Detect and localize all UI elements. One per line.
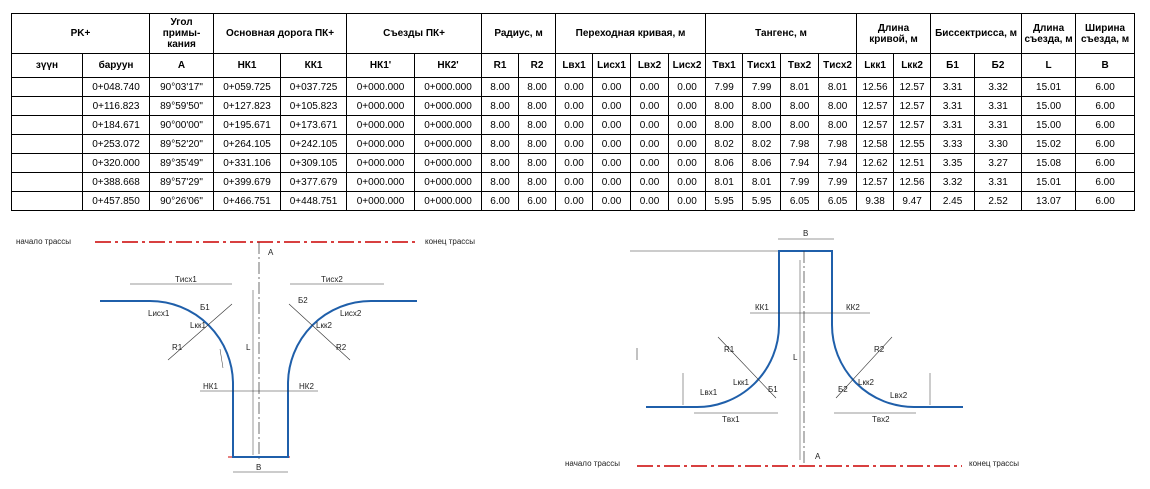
subheader-cell: R1 bbox=[482, 54, 519, 78]
table-cell: 8.00 bbox=[819, 97, 857, 116]
left-t1-label: Tисх1 bbox=[175, 275, 197, 284]
left-junction-diagram bbox=[16, 237, 475, 472]
table-cell: 0+264.105 bbox=[214, 135, 281, 154]
table-cell: 12.58 bbox=[857, 135, 894, 154]
table-cell: 0.00 bbox=[556, 192, 593, 211]
table-cell: 8.00 bbox=[519, 154, 556, 173]
table-cell: 0+000.000 bbox=[347, 154, 415, 173]
left-k2-label: Lкк2 bbox=[316, 321, 332, 330]
right-end-label: конец трассы bbox=[969, 459, 1020, 468]
left-b1-label: Б1 bbox=[200, 303, 210, 312]
table-cell: 12.57 bbox=[894, 78, 931, 97]
table-cell: 89°52'20" bbox=[150, 135, 214, 154]
table-cell: 0.00 bbox=[631, 135, 669, 154]
table-cell: 0+388.668 bbox=[83, 173, 150, 192]
left-r1-label: R1 bbox=[172, 343, 183, 352]
table-cell: 0.00 bbox=[556, 135, 593, 154]
table-cell: 7.99 bbox=[781, 173, 819, 192]
table-cell: 0+000.000 bbox=[347, 173, 415, 192]
table-cell: 7.99 bbox=[819, 173, 857, 192]
left-angle-label: A bbox=[268, 248, 274, 257]
table-cell: 0+127.823 bbox=[214, 97, 281, 116]
table-cell: 13.07 bbox=[1022, 192, 1076, 211]
subheader-cell: зүүн bbox=[12, 54, 83, 78]
table-cell: 6.00 bbox=[519, 192, 556, 211]
subheader-cell: Б2 bbox=[975, 54, 1022, 78]
table-cell: 6.05 bbox=[819, 192, 857, 211]
right-l1-label: Lвх1 bbox=[700, 388, 718, 397]
table-cell: 12.51 bbox=[894, 154, 931, 173]
subheader-cell: Lисх2 bbox=[669, 54, 706, 78]
header-exits: Съезды ПК+ bbox=[347, 14, 482, 54]
right-t2-label: Tвх2 bbox=[872, 415, 890, 424]
table-cell: 12.57 bbox=[857, 97, 894, 116]
table-cell: 8.00 bbox=[519, 116, 556, 135]
table-cell: 8.00 bbox=[482, 97, 519, 116]
table-cell: 15.00 bbox=[1022, 97, 1076, 116]
table-cell: 0+320.000 bbox=[83, 154, 150, 173]
table-cell: 5.95 bbox=[706, 192, 743, 211]
table-cell: 0.00 bbox=[631, 97, 669, 116]
table-cell: 8.02 bbox=[706, 135, 743, 154]
table-cell: 0.00 bbox=[669, 192, 706, 211]
table-cell: 0+184.671 bbox=[83, 116, 150, 135]
table-cell: 0.00 bbox=[593, 135, 631, 154]
table-cell: 8.00 bbox=[743, 116, 781, 135]
table-cell: 8.00 bbox=[781, 116, 819, 135]
right-k2-label: Lкк2 bbox=[858, 378, 874, 387]
header-main-road: Основная дорога ПК+ bbox=[214, 14, 347, 54]
table-cell: 0+116.823 bbox=[83, 97, 150, 116]
left-k1-label: Lкк1 bbox=[190, 321, 206, 330]
table-cell: 0+309.105 bbox=[281, 154, 347, 173]
table-cell: 0+059.725 bbox=[214, 78, 281, 97]
table-cell: 0+377.679 bbox=[281, 173, 347, 192]
subheader-cell: R2 bbox=[519, 54, 556, 78]
right-t1-label: Tвх1 bbox=[722, 415, 740, 424]
left-l1-label: Lисх1 bbox=[148, 309, 170, 318]
table-cell: 8.00 bbox=[706, 97, 743, 116]
header-pk: PK+ bbox=[12, 14, 150, 54]
left-t2-label: Tисх2 bbox=[321, 275, 343, 284]
table-cell: 0+000.000 bbox=[415, 116, 482, 135]
header-tangent: Тангенс, м bbox=[706, 14, 857, 54]
table-cell: 12.57 bbox=[857, 173, 894, 192]
table-cell: 0.00 bbox=[556, 116, 593, 135]
table-cell: 0+000.000 bbox=[415, 135, 482, 154]
table-cell: 15.01 bbox=[1022, 173, 1076, 192]
right-junction-diagram bbox=[565, 229, 1019, 468]
table-cell: 0+448.751 bbox=[281, 192, 347, 211]
right-b2-label: Б2 bbox=[838, 385, 848, 394]
right-k1-label: Lкк1 bbox=[733, 378, 749, 387]
right-width-label: B bbox=[803, 229, 809, 238]
right-r2-label: R2 bbox=[874, 345, 885, 354]
table-cell: 0.00 bbox=[669, 154, 706, 173]
subheader-cell: Lвх2 bbox=[631, 54, 669, 78]
table-cell: 6.00 bbox=[1076, 154, 1135, 173]
table-cell: 3.35 bbox=[931, 154, 975, 173]
table-cell: 0+173.671 bbox=[281, 116, 347, 135]
left-r2-label: R2 bbox=[336, 343, 347, 352]
table-cell: 6.00 bbox=[1076, 116, 1135, 135]
right-angle-label: A bbox=[815, 452, 821, 461]
table-cell: 6.05 bbox=[781, 192, 819, 211]
subheader-cell: L bbox=[1022, 54, 1076, 78]
table-cell: 0.00 bbox=[593, 78, 631, 97]
table-cell: 12.57 bbox=[894, 97, 931, 116]
table-cell: 0+000.000 bbox=[347, 135, 415, 154]
table-cell: 7.94 bbox=[781, 154, 819, 173]
table-cell: 0+466.751 bbox=[214, 192, 281, 211]
table-cell: 0+399.679 bbox=[214, 173, 281, 192]
table-cell: 3.30 bbox=[975, 135, 1022, 154]
subheader-cell: Б1 bbox=[931, 54, 975, 78]
table-cell: 90°03'17" bbox=[150, 78, 214, 97]
table-cell: 9.47 bbox=[894, 192, 931, 211]
subheader-cell: НК2' bbox=[415, 54, 482, 78]
header-exit-length: Длина съезда, м bbox=[1022, 14, 1076, 54]
table-cell: 0.00 bbox=[593, 173, 631, 192]
table-cell: 8.00 bbox=[743, 97, 781, 116]
subheader-cell: Tисх1 bbox=[743, 54, 781, 78]
table-cell: 0.00 bbox=[556, 78, 593, 97]
table-cell: 0+253.072 bbox=[83, 135, 150, 154]
table-cell: 0+331.106 bbox=[214, 154, 281, 173]
right-kk2-label: КК2 bbox=[846, 303, 860, 312]
table-cell: 2.45 bbox=[931, 192, 975, 211]
table-cell: 9.38 bbox=[857, 192, 894, 211]
header-curve-length: Длина кривой, м bbox=[857, 14, 931, 54]
table-cell: 0+000.000 bbox=[347, 97, 415, 116]
right-b1-label: Б1 bbox=[768, 385, 778, 394]
subheader-cell: КК1 bbox=[281, 54, 347, 78]
table-cell: 0+195.671 bbox=[214, 116, 281, 135]
subheader-cell: Tвх1 bbox=[706, 54, 743, 78]
table-cell: 12.56 bbox=[894, 173, 931, 192]
table-cell: 8.01 bbox=[743, 173, 781, 192]
subheader-cell: A bbox=[150, 54, 214, 78]
table-cell: 0+000.000 bbox=[415, 78, 482, 97]
table-cell: 3.31 bbox=[975, 97, 1022, 116]
right-kk1-label: КК1 bbox=[755, 303, 769, 312]
table-cell: 90°00'00" bbox=[150, 116, 214, 135]
table-cell: 8.06 bbox=[743, 154, 781, 173]
table-cell: 0.00 bbox=[593, 192, 631, 211]
table-cell: 0.00 bbox=[631, 116, 669, 135]
left-l2-label: Lисх2 bbox=[340, 309, 362, 318]
header-angle: Угол примы-кания bbox=[150, 14, 214, 54]
table-cell: 15.02 bbox=[1022, 135, 1076, 154]
table-cell: 0+000.000 bbox=[347, 116, 415, 135]
table-cell: 7.98 bbox=[819, 135, 857, 154]
table-cell: 0.00 bbox=[669, 78, 706, 97]
table-cell: 8.00 bbox=[482, 116, 519, 135]
table-cell: 3.33 bbox=[931, 135, 975, 154]
table-cell: 3.31 bbox=[931, 97, 975, 116]
left-b2-label: Б2 bbox=[298, 296, 308, 305]
left-end-label: конец трассы bbox=[425, 237, 476, 246]
table-cell: 89°35'49" bbox=[150, 154, 214, 173]
table-cell: 0.00 bbox=[593, 116, 631, 135]
subheader-cell: Tисх2 bbox=[819, 54, 857, 78]
header-exit-width: Ширина съезда, м bbox=[1076, 14, 1135, 54]
table-cell: 0.00 bbox=[631, 154, 669, 173]
table-cell: 8.00 bbox=[482, 154, 519, 173]
table-cell: 12.62 bbox=[857, 154, 894, 173]
header-bisector: Биссектрисса, м bbox=[931, 14, 1022, 54]
right-l2-label: Lвх2 bbox=[890, 391, 908, 400]
subheader-cell: Tвх2 bbox=[781, 54, 819, 78]
table-cell: 0+000.000 bbox=[415, 173, 482, 192]
table-cell: 8.00 bbox=[519, 97, 556, 116]
subheader-cell: баруун bbox=[83, 54, 150, 78]
table-cell: 7.99 bbox=[743, 78, 781, 97]
table-cell: 90°26'06" bbox=[150, 192, 214, 211]
table-cell: 6.00 bbox=[1076, 135, 1135, 154]
table-cell: 0+457.850 bbox=[83, 192, 150, 211]
table-cell: 0+000.000 bbox=[415, 154, 482, 173]
table-cell: 6.00 bbox=[1076, 97, 1135, 116]
right-length-label: L bbox=[793, 353, 798, 362]
table-cell: 3.31 bbox=[975, 173, 1022, 192]
left-road-edge-1 bbox=[100, 301, 417, 457]
table-cell: 7.99 bbox=[706, 78, 743, 97]
table-cell: 3.31 bbox=[975, 116, 1022, 135]
table-cell: 0.00 bbox=[669, 135, 706, 154]
table-cell: 8.00 bbox=[706, 116, 743, 135]
header-radius: Радиус, м bbox=[482, 14, 556, 54]
table-cell: 0.00 bbox=[631, 78, 669, 97]
table-cell: 15.01 bbox=[1022, 78, 1076, 97]
subheader-cell: Lвх1 bbox=[556, 54, 593, 78]
table-cell: 6.00 bbox=[1076, 192, 1135, 211]
table-cell: 0+037.725 bbox=[281, 78, 347, 97]
table-cell: 6.00 bbox=[1076, 78, 1135, 97]
table-cell: 0.00 bbox=[631, 173, 669, 192]
table-cell: 0+000.000 bbox=[415, 97, 482, 116]
left-nk1-label: НК1 bbox=[203, 382, 218, 391]
table-cell: 15.00 bbox=[1022, 116, 1076, 135]
table-cell: 0.00 bbox=[593, 154, 631, 173]
table-cell: 8.01 bbox=[706, 173, 743, 192]
table-cell: 8.02 bbox=[743, 135, 781, 154]
table-cell: 8.01 bbox=[781, 78, 819, 97]
right-start-label: начало трассы bbox=[565, 459, 621, 468]
table-cell: 6.00 bbox=[1076, 173, 1135, 192]
table-cell: 0.00 bbox=[669, 97, 706, 116]
subheader-cell: B bbox=[1076, 54, 1135, 78]
left-length-label: L bbox=[246, 343, 251, 352]
table-cell: 7.98 bbox=[781, 135, 819, 154]
table-cell: 89°59'50" bbox=[150, 97, 214, 116]
table-cell: 0+105.823 bbox=[281, 97, 347, 116]
table-cell: 0.00 bbox=[556, 154, 593, 173]
table-cell: 8.01 bbox=[819, 78, 857, 97]
table-cell: 12.55 bbox=[894, 135, 931, 154]
table-cell: 8.00 bbox=[519, 78, 556, 97]
table-cell: 0.00 bbox=[593, 97, 631, 116]
right-road-edge bbox=[646, 251, 963, 407]
subheader-cell: Lкк2 bbox=[894, 54, 931, 78]
table-cell: 8.00 bbox=[482, 173, 519, 192]
table-cell: 3.31 bbox=[931, 116, 975, 135]
table-cell: 12.57 bbox=[857, 116, 894, 135]
table-cell: 6.00 bbox=[482, 192, 519, 211]
table-cell: 0.00 bbox=[669, 116, 706, 135]
table-cell: 0.00 bbox=[556, 97, 593, 116]
table-cell: 12.57 bbox=[894, 116, 931, 135]
table-cell: 8.00 bbox=[819, 116, 857, 135]
table-cell: 3.31 bbox=[931, 78, 975, 97]
table-cell: 2.52 bbox=[975, 192, 1022, 211]
table-cell: 8.00 bbox=[482, 135, 519, 154]
table-cell: 15.08 bbox=[1022, 154, 1076, 173]
table-cell: 8.00 bbox=[482, 78, 519, 97]
left-mid-dim bbox=[220, 349, 223, 368]
table-cell: 3.27 bbox=[975, 154, 1022, 173]
table-cell: 3.32 bbox=[975, 78, 1022, 97]
table-cell: 0+242.105 bbox=[281, 135, 347, 154]
left-width-label: B bbox=[256, 463, 262, 472]
header-transition-curve: Переходная кривая, м bbox=[556, 14, 706, 54]
table-cell: 8.00 bbox=[781, 97, 819, 116]
table-cell: 7.94 bbox=[819, 154, 857, 173]
subheader-cell: Lисх1 bbox=[593, 54, 631, 78]
table-cell: 5.95 bbox=[743, 192, 781, 211]
subheader-cell: НК1 bbox=[214, 54, 281, 78]
right-r1-label: R1 bbox=[724, 345, 735, 354]
left-start-label: начало трассы bbox=[16, 237, 72, 246]
table-cell: 0+048.740 bbox=[83, 78, 150, 97]
subheader-cell: Lкк1 bbox=[857, 54, 894, 78]
table-cell: 12.56 bbox=[857, 78, 894, 97]
table-cell: 0+000.000 bbox=[347, 192, 415, 211]
table-cell: 8.00 bbox=[519, 135, 556, 154]
table-cell: 0.00 bbox=[631, 192, 669, 211]
subheader-cell: НК1' bbox=[347, 54, 415, 78]
table-cell: 8.00 bbox=[519, 173, 556, 192]
table-cell: 0.00 bbox=[556, 173, 593, 192]
table-cell: 0.00 bbox=[669, 173, 706, 192]
table-cell: 8.06 bbox=[706, 154, 743, 173]
table-cell: 0+000.000 bbox=[347, 78, 415, 97]
table-cell: 0+000.000 bbox=[415, 192, 482, 211]
left-nk2-label: НК2 bbox=[299, 382, 314, 391]
table-cell: 89°57'29" bbox=[150, 173, 214, 192]
table-cell: 3.32 bbox=[931, 173, 975, 192]
